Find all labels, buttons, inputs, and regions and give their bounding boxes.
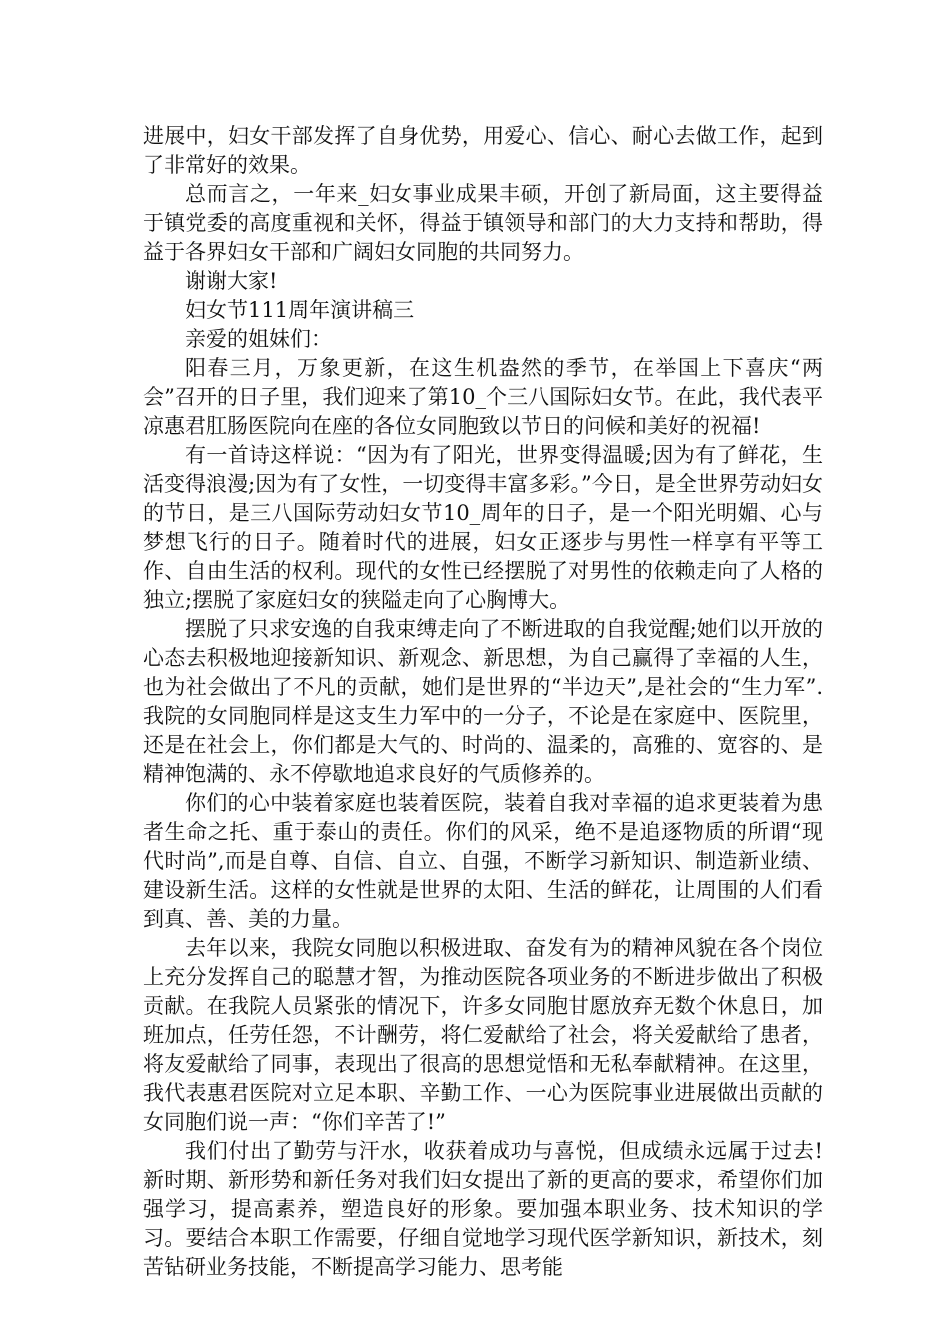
- paragraph: 谢谢大家!: [185, 269, 278, 293]
- paragraph: 阳春三月，万象更新，在这生机盎然的季节，在举国上下喜庆“两会”召开的日子里，我们迎来了第10_个三八国际妇女节。在此，我代表平凉惠君肛肠医院向在座的各位女同胞致以节日的问候和美好的祝福!: [143, 356, 823, 438]
- paragraph: 进展中，妇女干部发挥了自身优势，用爱心、信心、耐心去做工作，起到了非常好的效果。: [143, 124, 823, 177]
- paragraph: 妇女节111周年演讲稿三: [185, 298, 415, 322]
- paragraph: 亲爱的姐妹们：: [185, 327, 332, 351]
- paragraph: 你们的心中装着家庭也装着医院，装着自我对幸福的追求更装着为患者生命之托、重于泰山的责任。你们的风采，绝不是追逐物质的所谓“现代时尚”,而是自尊、自信、自立、自强，不断学习新知识、制造新业绩、建设新生活。这样的女性就是世界的太阳、生活的鲜花，让周围的人们看到真、善、美的力量。: [143, 791, 823, 931]
- paragraph: 摆脱了只求安逸的自我束缚走向了不断进取的自我觉醒;她们以开放的心态去积极地迎接新知识、新观念、新思想，为自己赢得了幸福的人生，也为社会做出了不凡的贡献，她们是世界的“半边天”,是社会的“生力军”.我院的女同胞同样是这支生力军中的一分子，不论是在家庭中、医院里，还是在社会上，你们都是大气的、时尚的、温柔的，高雅的、宽容的、是精神饱满的、永不停歇地追求良好的气质修养的。: [143, 617, 823, 786]
- paragraph: 有一首诗这样说：“因为有了阳光，世界变得温暖;因为有了鲜花，生活变得浪漫;因为有了女性，一切变得丰富多彩。”今日，是全世界劳动妇女的节日，是三八国际劳动妇女节10_周年的日子，是一个阳光明媚、心与梦想飞行的日子。随着时代的进展，妇女正逐步与男性一样享有平等工作、自由生活的权利。现代的女性已经摆脱了对男性的依赖走向了人格的独立;摆脱了家庭妇女的狭隘走向了心胸博大。: [143, 443, 823, 612]
- document-body: [143, 122, 823, 1282]
- paragraph: 我们付出了勤劳与汗水，收获着成功与喜悦，但成绩永远属于过去!新时期、新形势和新任务对我们妇女提出了新的更高的要求，希望你们加强学习，提高素养，塑造良好的形象。要加强本职业务、技术知识的学习。要结合本职工作需要，仔细自觉地学习现代医学新知识，新技术，刻苦钻研业务技能，不断提高学习能力、思考能: [143, 1139, 823, 1279]
- paragraph: 去年以来，我院女同胞以积极进取、奋发有为的精神风貌在各个岗位上充分发挥自己的聪慧才智，为推动医院各项业务的不断进步做出了积极贡献。在我院人员紧张的情况下，许多女同胞甘愿放弃无数个休息日，加班加点，任劳任怨，不计酬劳，将仁爱献给了社会，将关爱献给了患者，将友爱献给了同事，表现出了很高的思想觉悟和无私奉献精神。在这里，我代表惠君医院对立足本职、辛勤工作、一心为医院事业进展做出贡献的女同胞们说一声：“你们辛苦了!”: [143, 936, 823, 1134]
- paragraph: 总而言之，一年来_妇女事业成果丰硕，开创了新局面，这主要得益于镇党委的高度重视和关怀，得益于镇领导和部门的大力支持和帮助，得益于各界妇女干部和广阔妇女同胞的共同努力。: [143, 182, 823, 264]
